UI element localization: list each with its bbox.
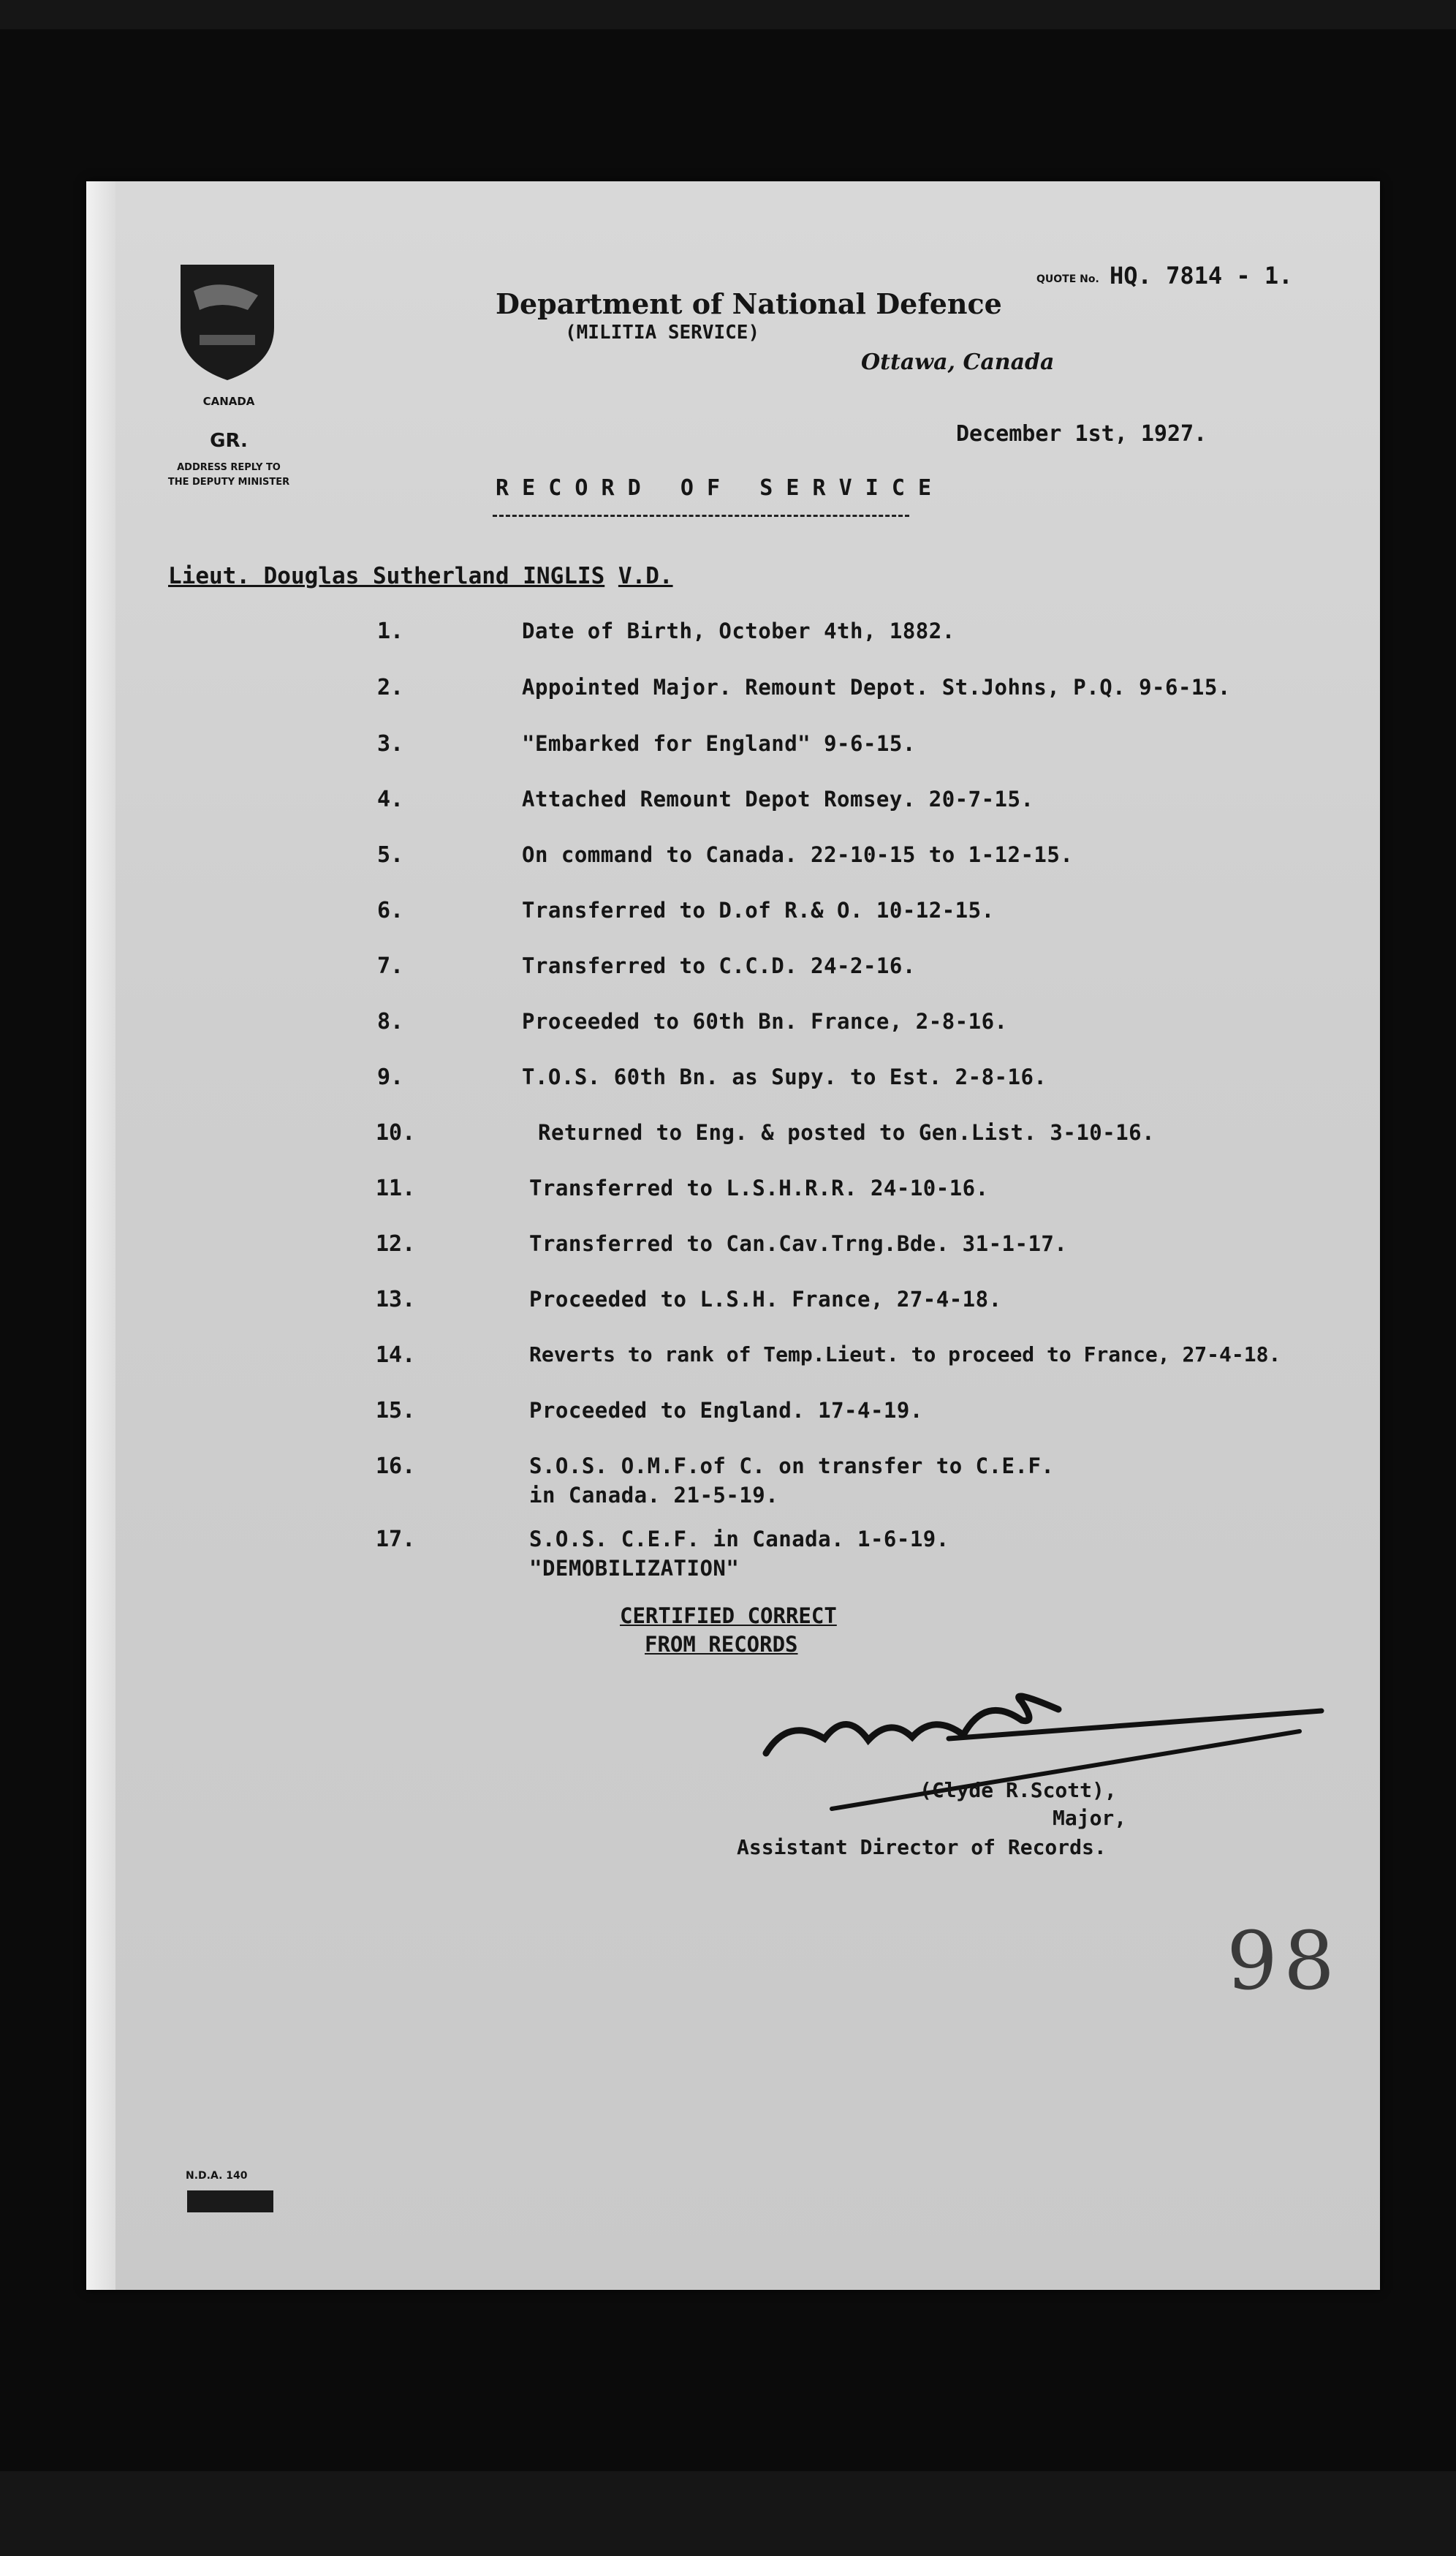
form-stamp	[187, 2190, 273, 2212]
entry-text: Proceeded to L.S.H. France, 27-4-18.	[529, 1287, 1002, 1312]
subject-name-line	[168, 563, 673, 589]
entry-text: Proceeded to 60th Bn. France, 2-8-16.	[522, 1009, 1008, 1034]
file-number: HQ. 7814 - 1.	[1110, 262, 1293, 290]
entry-number: 13.	[376, 1287, 416, 1312]
entry-text: T.O.S. 60th Bn. as Supy. to Est. 2-8-16.	[522, 1065, 1047, 1089]
entry-number: 7.	[377, 953, 404, 979]
entry-text: Proceeded to England. 17-4-19.	[529, 1398, 923, 1423]
page-edge	[86, 181, 115, 2290]
entry-text: Transferred to Can.Cav.Trng.Bde. 31-1-17.	[529, 1231, 1068, 1256]
signatory-rank: Major,	[1053, 1806, 1127, 1830]
entry-text-continued: in Canada. 21-5-19.	[529, 1483, 779, 1508]
entry-number: 3.	[377, 731, 404, 757]
entry-text: S.O.S. O.M.F.of C. on transfer to C.E.F.	[529, 1453, 1055, 1478]
margin-note: 98	[1226, 1914, 1341, 2008]
entry-number: 15.	[376, 1398, 416, 1423]
signatory-name: (Clyde R.Scott),	[920, 1778, 1117, 1802]
entry-number: 4.	[377, 787, 404, 812]
film-frame-top	[0, 0, 1456, 29]
gr-label: GR.	[210, 430, 248, 452]
entry-number: 9.	[377, 1065, 404, 1090]
entry-text: Returned to Eng. & posted to Gen.List. 3-10-16.	[538, 1120, 1156, 1145]
entry-text: Transferred to D.of R.& O. 10-12-15.	[522, 898, 995, 923]
entry-number: 16.	[376, 1453, 416, 1479]
subject-name: Lieut. Douglas Sutherland INGLIS	[168, 563, 605, 589]
document-title: R E C O R D O F S E R V I C E	[496, 475, 932, 501]
entry-number: 6.	[377, 898, 404, 923]
entry-text: Transferred to C.C.D. 24-2-16.	[522, 953, 916, 978]
entry-number: 5.	[377, 842, 404, 868]
entry-number: 1.	[377, 619, 404, 644]
entry-number: 17.	[376, 1527, 416, 1552]
entry-text-continued: "DEMOBILIZATION"	[529, 1556, 740, 1581]
subject-suffix: V.D.	[618, 563, 673, 589]
entry-text: On command to Canada. 22-10-15 to 1-12-15.	[522, 842, 1074, 867]
title-underline	[493, 515, 909, 517]
entry-number: 2.	[377, 675, 404, 700]
canada-crest-icon	[178, 262, 277, 383]
entry-text: Appointed Major. Remount Depot. St.Johns, P.Q. 9-6-15.	[522, 675, 1231, 700]
record-of-service-document	[86, 181, 1380, 2290]
address-line-1: ADDRESS REPLY TO	[177, 462, 281, 473]
entry-number: 11.	[376, 1176, 416, 1201]
form-number: N.D.A. 140	[186, 2170, 248, 2182]
department-name: Department of National Defence	[496, 287, 1002, 320]
entry-text: Attached Remount Depot Romsey. 20-7-15.	[522, 787, 1034, 812]
certified-correct: CERTIFIED CORRECT	[620, 1603, 837, 1628]
entry-text: Date of Birth, October 4th, 1882.	[522, 619, 955, 643]
entry-text: Transferred to L.S.H.R.R. 24-10-16.	[529, 1176, 989, 1201]
film-frame-bottom	[0, 2471, 1456, 2556]
from-records: FROM RECORDS	[645, 1632, 798, 1657]
entry-text: "Embarked for England" 9-6-15.	[522, 731, 916, 756]
entry-text: S.O.S. C.E.F. in Canada. 1-6-19.	[529, 1527, 949, 1551]
entry-number: 10.	[376, 1120, 416, 1146]
quote-label: QUOTE No.	[1036, 273, 1099, 285]
entry-text: Reverts to rank of Temp.Lieut. to proceed to France, 27-4-18.	[529, 1342, 1281, 1366]
document-date: December 1st, 1927.	[956, 421, 1207, 447]
signatory-title: Assistant Director of Records.	[737, 1835, 1107, 1859]
militia-service: (MILITIA SERVICE)	[565, 322, 760, 344]
entry-number: 8.	[377, 1009, 404, 1035]
location: Ottawa, Canada	[861, 349, 1055, 375]
entry-number: 12.	[376, 1231, 416, 1257]
address-line-2: THE DEPUTY MINISTER	[167, 477, 290, 488]
entry-number: 14.	[376, 1342, 416, 1368]
crest-label: CANADA	[202, 395, 255, 408]
